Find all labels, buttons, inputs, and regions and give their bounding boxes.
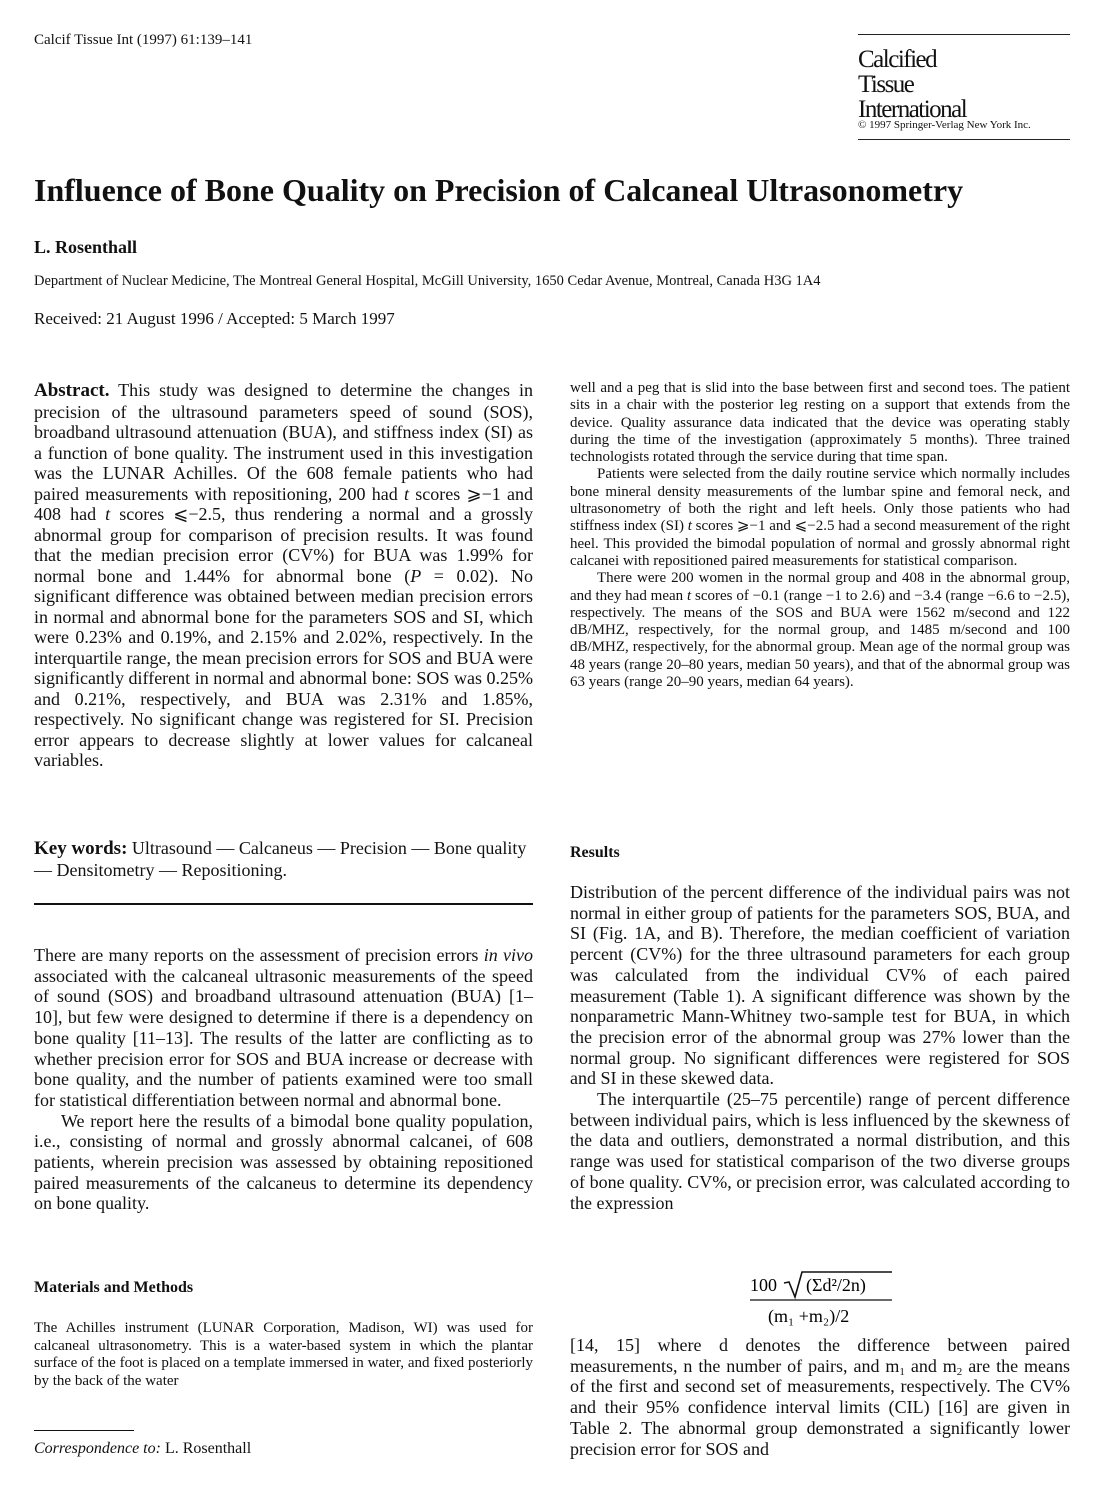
subscript-1: 1 <box>899 1365 905 1378</box>
journal-logo-line-3: International <box>858 96 967 123</box>
abstract <box>34 380 533 771</box>
footnote-rule <box>34 1430 134 1431</box>
methods-text-2a: Patients were selected from the daily routine service which normally includes bone mineral density measurements of the lumbar spine and femoral neck, and ultrasonometry of both the right and left heels. Only those patients who had stiffness index (SI) <box>570 466 1070 535</box>
results-paragraph-2: The interquartile (25–75 percentile) range of percent difference between individual pairs, which is less influenced by the skewness of the data and outliers, demonstrated a normal distribution, and this range was used for statistical comparison of the two diverse groups of bone quality. CV%, or precision error, was calculated according to the expression <box>570 1089 1070 1213</box>
results-heading: Results <box>570 844 620 861</box>
methods-text-3a: There were 200 women in the normal group and 408 in the abnormal group, and they had mean <box>570 570 1070 604</box>
article-dates: Received: 21 August 1996 / Accepted: 5 March 1997 <box>34 309 395 328</box>
abstract-p-value: P <box>410 565 422 586</box>
abstract-label: Abstract. <box>34 380 110 401</box>
formula-radicand: (Σd²/2n) <box>806 1275 866 1295</box>
abstract-text-1: This study was designed to determine the changes in precision of the ultrasound parameters speed of sound (SOS), broadband ultrasound attenuation (BUA), and stiffness index (SI) as a function of bone quality. The instrument used in this investigation was the LUNAR Achilles. Of the 608 female patients who had paired measurements with repositioning, 200 had <box>34 380 533 504</box>
methods-t-2: t <box>687 518 692 535</box>
correspondence <box>34 1440 251 1458</box>
results-text <box>570 882 1070 1213</box>
methods-paragraph-1-cont: well and a peg that is slid into the base between first and second toes. The patient sits in a chair with the posterior leg resting on a support that extends from the device. Quality assurance data indicated that the device was operating stably during the time of the investigation (approximately 5 months). Three trained technologists rotated through the service during that time span. <box>570 380 1070 466</box>
methods-heading: Materials and Methods <box>34 1279 194 1296</box>
results-text-3c: are the means of the first and second set of measurements, respectively. The CV% and their 95% confidence interval limits (CIL) [16] are given in Table 2. The abnormal group demonstrated a significantly lower precision error for SOS and <box>570 1355 1070 1459</box>
abstract-text-3: scores ⩽−2.5, thus rendering a normal and a grossly abnormal group for comparison of precision results. It was found that the median precision error (CV%) for BUA was 1.99% for normal bone and 1.44% for abnormal bone ( <box>34 504 533 586</box>
methods-text-3b: scores of −0.1 (range −1 to 2.6) and −3.4 (range −6.6 to −2.5), respectively. The means of the SOS and BUA were 1562 m/second and 122 dB/MHZ, respectively, for the normal group, and 1485 m/second and 100 dB/MHZ, respectively, for the abnormal group. Mean age of the normal group was 48 years (range 20–80 years, median 50 years), and that of the abnormal group was 63 years (range 20–90 years, median 64 years). <box>570 587 1071 691</box>
abstract-t-2: t <box>105 504 111 524</box>
journal-logo <box>858 47 966 122</box>
journal-logo-line-1: Calcified <box>858 46 937 73</box>
methods-t-3: t <box>687 587 692 604</box>
article-author: L. Rosenthall <box>34 237 138 257</box>
intro-text-1a: There are many reports on the assessment of precision errors <box>34 945 484 965</box>
keywords-text: Ultrasound — Calcaneus — Precision — Bone quality — Densitometry — Repositioning. <box>34 838 527 880</box>
results-text-3b: and m <box>904 1355 957 1376</box>
methods-paragraph-2 <box>570 466 1070 570</box>
methods-continued <box>570 380 1070 691</box>
intro-paragraph-2: We report here the results of a bimodal bone quality population, i.e., consisting of normal and grossly abnormal calcanei, of 608 patients, wherein precision was assessed by obtaining repositioned paired measurements of the calcaneus to determine its dependency on bone quality. <box>34 1110 533 1214</box>
methods-paragraph-1: The Achilles instrument (LUNAR Corporation, Madison, WI) was used for calcaneal ultrasonometry. This is a water-based system in which the plantar surface of the foot is placed on a template immersed in water, and fixed posteriorly by the back of the water <box>34 1320 533 1389</box>
author-affiliation: Department of Nuclear Medicine, The Montreal General Hospital, McGill University, 1650 Cedar Avenue, Montreal, Canada H3G 1A4 <box>34 273 821 289</box>
intro-in-vivo: in vivo <box>483 945 534 965</box>
abstract-text-2: scores ⩾−1 and 408 had <box>34 483 533 524</box>
article-title: Influence of Bone Quality on Precision of Calcaneal Ultrasonometry <box>34 172 964 208</box>
results-paragraph-1: Distribution of the percent difference of the individual pairs was not normal in either group of patients for the parameters SOS, BUA, and SI (Fig. 1A, and B). Therefore, the median coefficient of variation percent (CV%) for the three ultrasound parameters for each group was calculated from the individual CV% of each paired measurement (Table 1). A significant difference was shown by the nonparametric Mann-Whitney two-sample test for BUA, in which the precision error of the abnormal group was 27% lower than the normal group. No significant differences were registered for SOS and SI in these skewed data. <box>570 882 1070 1089</box>
correspondence-name: L. Rosenthall <box>160 1440 252 1457</box>
journal-logo-line-2: Tissue <box>858 71 914 98</box>
methods-text-2b: scores ⩾−1 and ⩽−2.5 had a second measurement of the right heel. This provided the bimodal population of normal and grossly abnormal right calcanei with repositioned paired measurements for statistical comparison. <box>570 518 1070 569</box>
subscript-2: 2 <box>956 1365 963 1378</box>
journal-masthead <box>858 34 1070 140</box>
results-paragraph-3 <box>570 1335 1070 1459</box>
abstract-text-4: = 0.02). No significant difference was obtained between median precision errors in normal and abnormal bone for the parameters SOS and SI, which were 0.23% and 0.19%, and 2.15% and 2.02%, respectively. In the interquartile range, the mean precision errors for SOS and BUA were significantly different in normal and abnormal bone: SOS was 0.25% and 0.21%, respectively, and BUA was 2.31% and 1.85%, respectively. No significant change was registered for SI. Precision error appears to decrease slightly at lower values for calcaneal variables. <box>34 565 533 770</box>
cv-formula <box>750 1270 892 1330</box>
section-divider <box>34 903 533 905</box>
methods-paragraph-3 <box>570 570 1070 691</box>
formula-coefficient: 100 <box>750 1275 777 1295</box>
copyright-notice: © 1997 Springer-Verlag New York Inc. <box>858 119 1031 131</box>
keywords-label: Key words: <box>34 838 128 859</box>
keywords <box>34 838 533 880</box>
intro-text-1b: associated with the calcaneal ultrasonic measurements of the speed of sound (SOS) and broadband ultrasound attenuation (BUA) [1–10], but few were designed to determine if there is a dependency on bone quality [11–13]. The results of the latter are conflicting as to whether precision error for SOS and BUA increase or decrease with bone quality, and the number of patients examined were too small for statistical differentiation between normal and abnormal bone. <box>34 965 533 1110</box>
abstract-t-1: t <box>403 483 409 504</box>
results-text-3a: [14, 15] where d denotes the difference between paired measurements, n the number of pairs, and m <box>570 1335 1070 1376</box>
intro-paragraph-1 <box>34 945 533 1111</box>
journal-citation: Calcif Tissue Int (1997) 61:139–141 <box>34 32 253 48</box>
correspondence-label: Correspondence to: <box>34 1440 161 1457</box>
introduction <box>34 945 533 1214</box>
formula-denominator: (m₁ +m₂)/2 <box>768 1306 850 1326</box>
